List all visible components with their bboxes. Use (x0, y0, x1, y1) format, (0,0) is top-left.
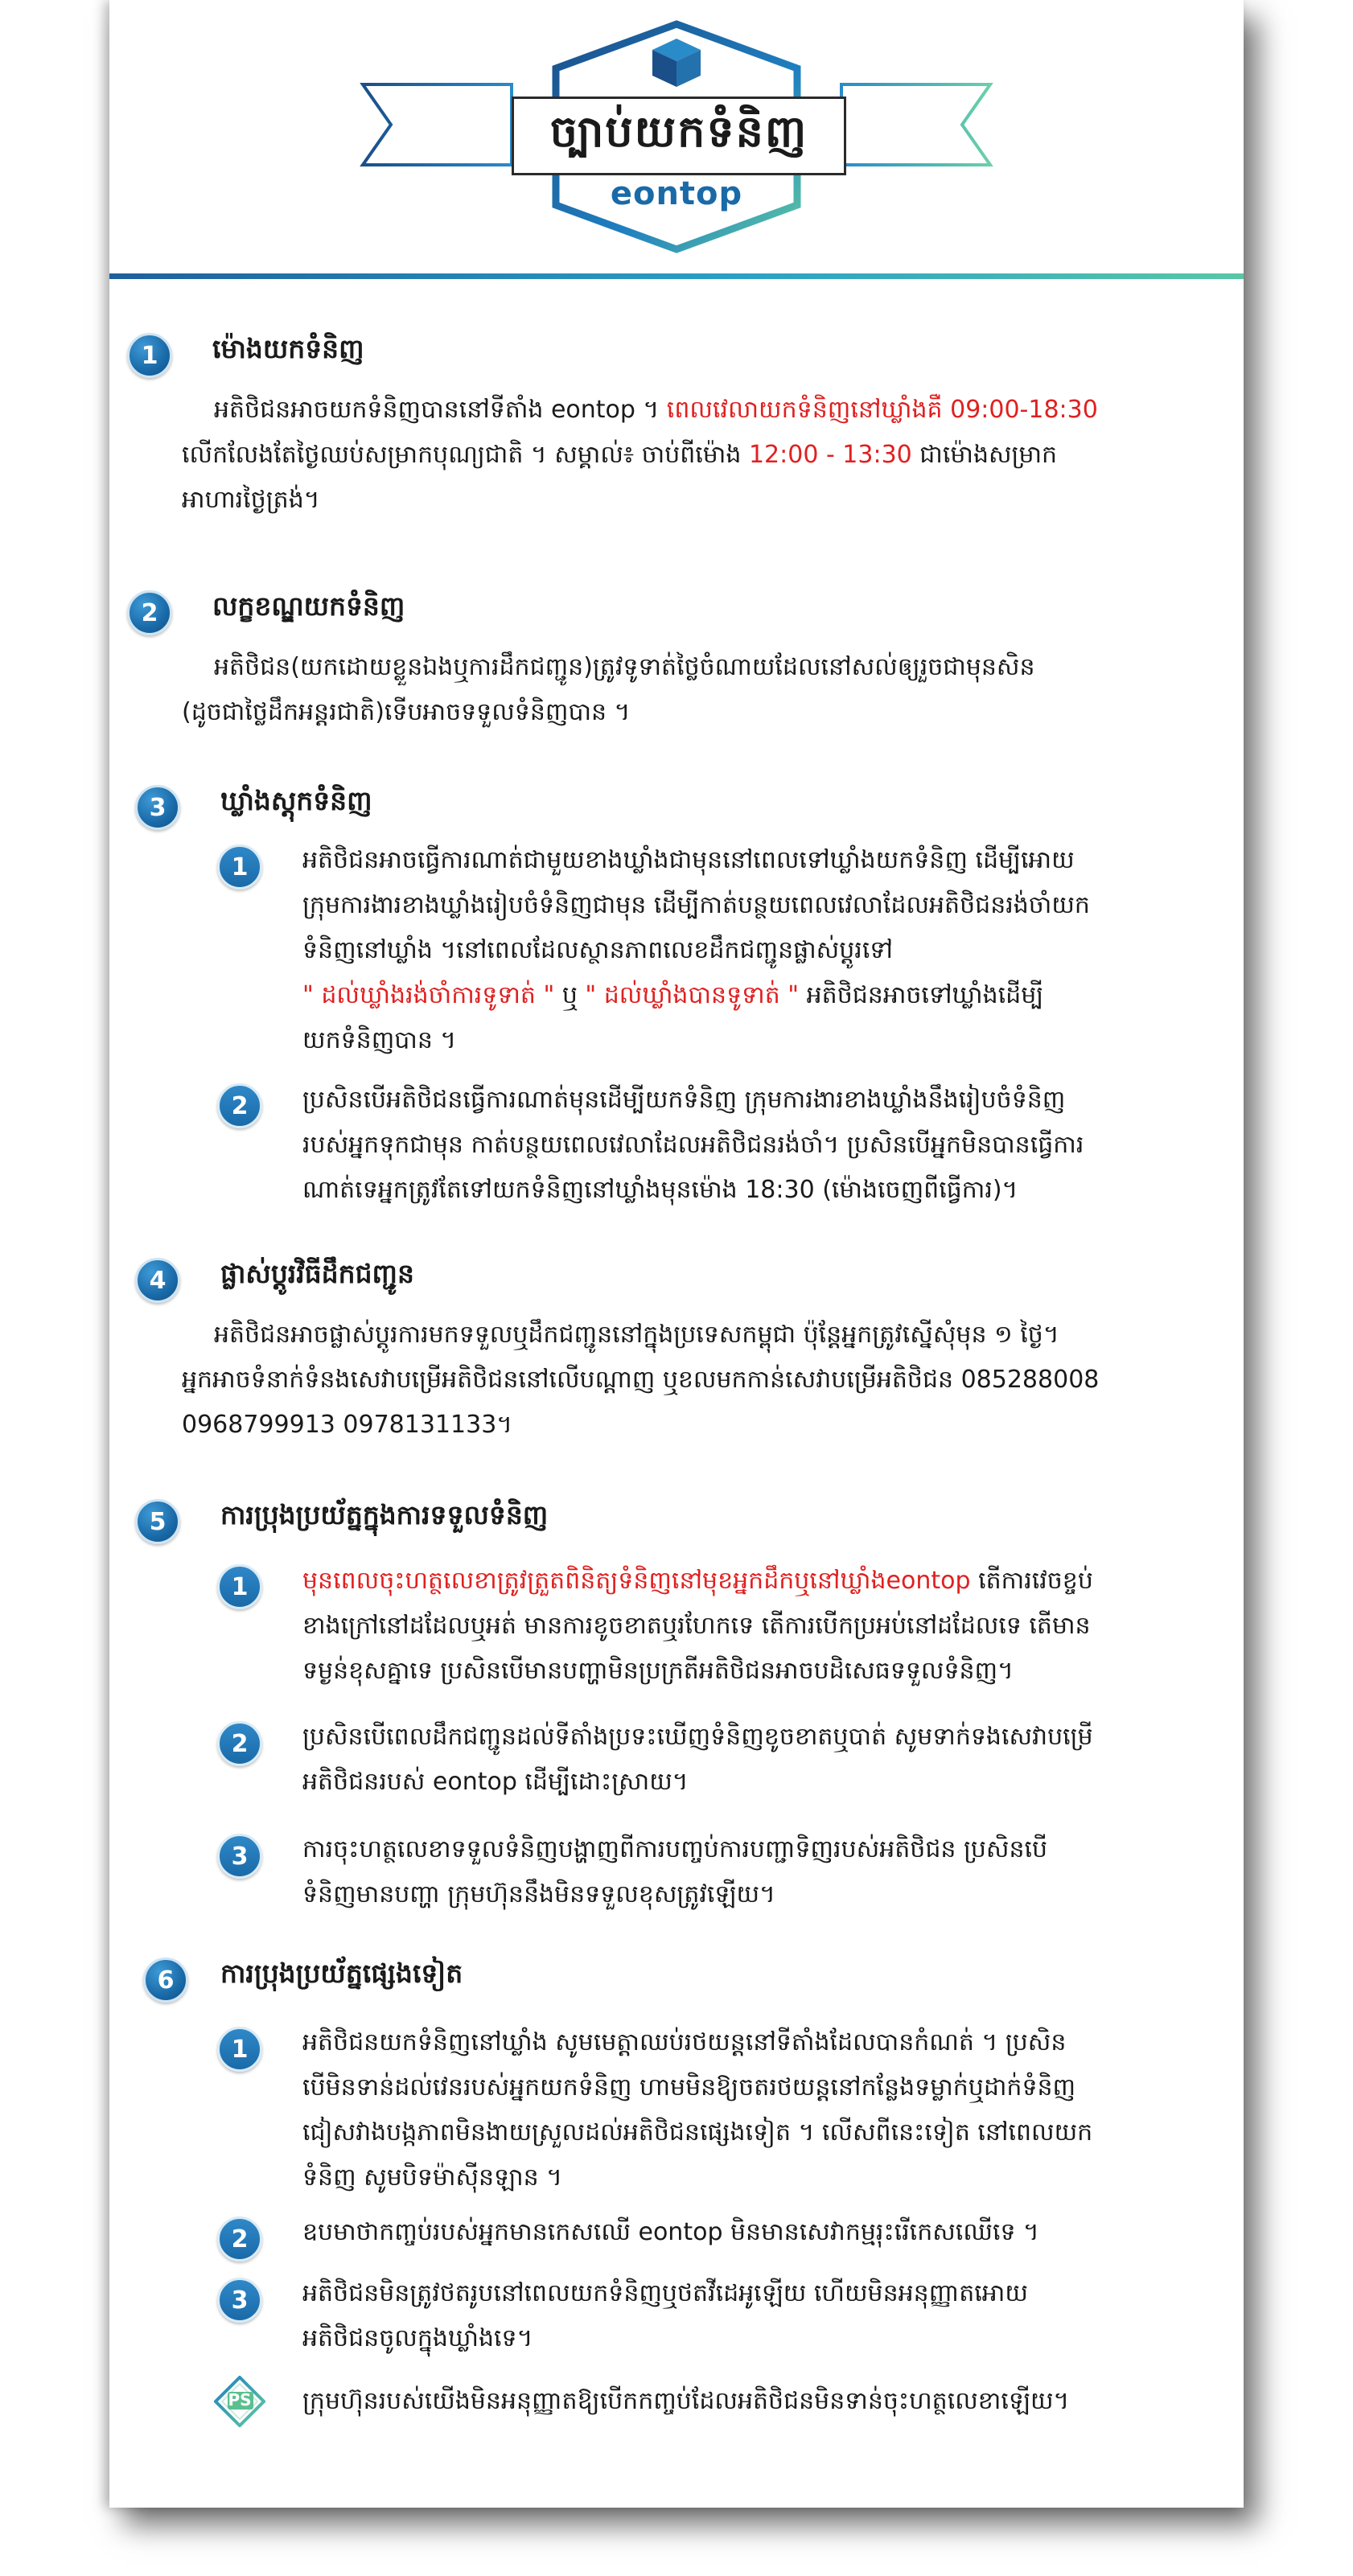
section-title: ឃ្លាំងស្តុកទំនិញ (220, 785, 372, 816)
paragraph-line: 0968799913 0978131133។ (182, 1411, 513, 1439)
section-title: ម៉ោងយកទំនិញ (212, 333, 364, 364)
item-number-badge: 1 (217, 844, 262, 889)
paragraph-line: ខាងក្រៅនៅដដែលឬអត់ មានការខូចខាតឬរហែកទេ តើការបើកប្រអប់នៅដដែលទេ តើមាន (302, 1612, 1091, 1640)
section-number-badge: 2 (127, 590, 172, 635)
paragraph-line: ទម្ងន់ខុសគ្នាទេ ប្រសិនបើមានបញ្ហាមិនប្រក្រតីអតិថិជនអាចបដិសេធទទួលទំនិញ។ (302, 1657, 1014, 1685)
paragraph-line: ក្រុមហ៊ុនរបស់យើងមិនអនុញ្ញាតឱ្យបើកកញ្ចប់ដែលអតិថិជនមិនទាន់ចុះហត្ថលេខាឡើយ។ (302, 2387, 1070, 2415)
section-number-badge: 4 (135, 1258, 180, 1303)
paragraph-line: អតិថិជន(យកដោយខ្លួនឯងឬការដឹកជញ្ជូន)ត្រូវទូទាត់ថ្លៃចំណាយដែលនៅសល់ឲ្យរួចជាមុនសិន (214, 653, 1035, 681)
paragraph-line: ឧបមាថាកញ្ចប់របស់អ្នកមានកេសឈើ eontop មិនមានសេវាកម្មរុះរើកេសឈើទេ ។ (302, 2218, 1039, 2246)
paragraph-line: ទំនិញនៅឃ្លាំង ។នៅពេលដែលស្ថានភាពលេខដឹកជញ្ជូនផ្លាស់ប្តូរទៅ (302, 936, 893, 964)
section-other-caution (109, 1946, 1244, 2461)
paragraph-line: ការចុះហត្ថលេខាទទួលទំនិញបង្ហាញពីការបញ្ចប់ការបញ្ជាទិញរបស់អតិថិជន ប្រសិនបើ (302, 1835, 1048, 1863)
paragraph-line: របស់អ្នកទុកជាមុន កាត់បន្ថយពេលវេលាដែលអតិថិជនរង់ចាំ។ ប្រសិនបើអ្នកមិនបានធ្វើការ (302, 1131, 1084, 1159)
paragraph-line: អ្នកអាចទំនាក់ទំនងសេវាបម្រើអតិថិជននៅលើបណ្តាញ ឬខលមកកាន់សេវាបម្រើអតិថិជន 085288008 (182, 1366, 1100, 1394)
paragraph-line: អតិថិជនរបស់ eontop ដើម្បីដោះស្រាយ។ (302, 1768, 689, 1796)
paragraph-line: ប្រសិនបើអតិថិជនធ្វើការណាត់មុនដើម្បីយកទំនិញ ក្រុមការងារខាងឃ្លាំងនឹងរៀបចំទំនិញ (302, 1086, 1066, 1114)
item-number-badge: 1 (217, 1564, 262, 1609)
section-receiving-caution (109, 1488, 1244, 1954)
paragraph-line: ណាត់ទេអ្នកត្រូវតែទៅយកទំនិញនៅឃ្លាំងមុនម៉ោង 18:30 (ម៉ោងចេញពីធ្វើការ)។ (302, 1176, 1018, 1204)
paragraph-line: " ដល់ឃ្លាំងរង់ចាំការទូទាត់ " ឬ " ដល់ឃ្លាំងបានទូទាត់ " អតិថិជនអាចទៅឃ្លាំងដើម្បី (302, 981, 1044, 1009)
section-number-badge: 3 (135, 785, 180, 830)
item-number-badge: 2 (217, 1721, 262, 1766)
paragraph-line: អតិថិជនយកទំនិញនៅឃ្លាំង សូមមេត្តាឈប់រថយន្តនៅទីតាំងដែលបានកំណត់ ។ ប្រសិន (302, 2028, 1067, 2056)
section-title: លក្ខខណ្ឌយកទំនិញ (212, 590, 405, 622)
section-number-badge: 5 (135, 1499, 180, 1544)
paragraph-line: អតិថិជនអាចផ្លាស់ប្តូរការមកទទួលឬដឹកជញ្ជូននៅក្នុងប្រទេសកម្ពុជា ប៉ុន្តែអ្នកត្រូវស្នើសុំមុន ១ ថ្ងៃ។ (214, 1321, 1059, 1349)
paragraph-line: អតិថិជនអាចយកទំនិញបាននៅទីតាំង eontop ។ ពេលវេលាយកទំនិញនៅឃ្លាំងគឺ 09:00-18:30 (214, 396, 1098, 424)
header (109, 0, 1244, 281)
paragraph-line: យកទំនិញបាន ។ (302, 1026, 457, 1054)
paragraph-line: (ដូចជាថ្លៃដឹកអន្តរជាតិ)ទើបអាចទទួលទំនិញបាន ។ (182, 698, 631, 726)
paragraph-line: អាហារថ្ងៃត្រង់។ (182, 486, 320, 514)
item-number-badge: 1 (217, 2027, 262, 2072)
paragraph-line: មុនពេលចុះហត្ថលេខាត្រូវត្រួតពិនិត្យទំនិញនៅមុខអ្នកដឹកឬនៅឃ្លាំងeontop តើការវេចខ្ចប់ (302, 1567, 1093, 1595)
section-warehouse (109, 774, 1244, 1248)
item-number-badge: 2 (217, 2217, 262, 2262)
ps-badge-label: PS (228, 2390, 252, 2410)
section-number-badge: 1 (127, 333, 172, 378)
section-pickup-conditions (109, 579, 1244, 740)
paragraph-line: បើមិនទាន់ដល់វេនរបស់អ្នកយកទំនិញ ហាមមិនឱ្យចតរថយន្តនៅកន្លែងទម្លាក់ឬដាក់ទំនិញ (302, 2073, 1076, 2101)
header-divider (109, 273, 1244, 279)
paragraph-line: ប្រសិនបើពេលដឹកជញ្ជូនដល់ទីតាំងប្រទះឃើញទំនិញខូចខាតឬបាត់ សូមទាក់ទងសេវាបម្រើ (302, 1723, 1093, 1751)
rules-card (109, 0, 1244, 2508)
paragraph-line: អតិថិជនមិនត្រូវថតរូបនៅពេលយកទំនិញឬថតវីដេអូឡើយ ហើយមិនអនុញ្ញាតអោយ (302, 2279, 1028, 2307)
item-number-badge: 3 (217, 1834, 262, 1879)
item-number-badge: 2 (217, 1083, 262, 1128)
section-number-badge: 6 (143, 1958, 188, 2003)
paragraph-line: ជៀសវាងបង្កភាពមិនងាយស្រួលដល់អតិថិជនផ្សេងទៀត ។ លើសពីនេះទៀត នៅពេលយក (302, 2118, 1093, 2147)
paragraph-line: ទំនិញ សូមបិទម៉ាស៊ីនឡាន ។ (302, 2163, 563, 2192)
page-title: ច្បាប់យកទំនិញ (512, 97, 846, 175)
section-title: ផ្លាស់ប្តូរវិធីដឹកជញ្ជូន (220, 1258, 414, 1289)
section-title: ការប្រុងប្រយ័ត្នក្នុងការទទួលទំនិញ (220, 1499, 549, 1530)
section-title: ការប្រុងប្រយ័ត្នផ្សេងទៀត (220, 1958, 463, 1989)
paragraph-line: អតិថិជនចូលក្នុងឃ្លាំងទេ។ (302, 2324, 533, 2352)
item-number-badge: 3 (217, 2278, 262, 2323)
section-pickup-hours (109, 322, 1244, 531)
paragraph-line: អតិថិជនអាចធ្វើការណាត់ជាមួយខាងឃ្លាំងជាមុននៅពេលទៅឃ្លាំងយកទំនិញ ដើម្បីអោយ (302, 846, 1075, 874)
brand-logo: eontop (610, 175, 743, 212)
section-change-delivery (109, 1247, 1244, 1456)
paragraph-line: លើកលែងតែថ្ងៃឈប់សម្រាកបុណ្យជាតិ ។ សម្គាល់៖ ចាប់ពីម៉ោង 12:00 - 13:30 ជាម៉ោងសម្រាក (182, 441, 1058, 469)
paragraph-line: ក្រុមការងារខាងឃ្លាំងរៀបចំទំនិញជាមុន ដើម្បីកាត់បន្ថយពេលវេលាដែលអតិថិជនរង់ចាំយក (302, 891, 1090, 919)
paragraph-line: ទំនិញមានបញ្ហា ក្រុមហ៊ុននឹងមិនទទួលខុសត្រូវឡើយ។ (302, 1880, 775, 1908)
